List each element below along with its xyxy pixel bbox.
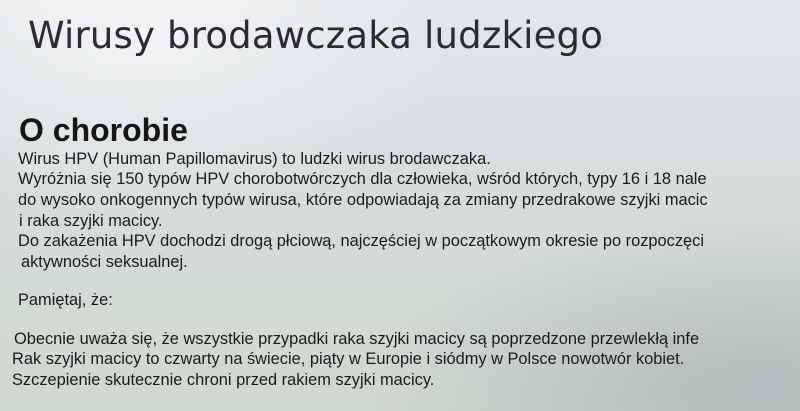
body-line: i raka szyjki macicy. bbox=[19, 212, 163, 230]
body-line: aktywności seksualnej. bbox=[21, 253, 188, 271]
body-line: Rak szyjki macicy to czwarty na świecie, piąty w Europie i siódmy w Polsce nowotwór kobiet. bbox=[12, 350, 685, 368]
reminder-heading: Pamiętaj, że: bbox=[18, 291, 113, 309]
body-line: Szczepienie skutecznie chroni przed rakiem szyjki macicy. bbox=[12, 371, 435, 389]
section-heading: O chorobie bbox=[19, 112, 188, 148]
slide-title: Wirusy brodawczaka ludzkiego bbox=[28, 14, 604, 57]
body-line: do wysoko onkogennych typów wirusa, które odpowiadają za zmiany przedrakowe szyjki macic bbox=[18, 191, 708, 209]
body-line: Wirus HPV (Human Papillomavirus) to ludzki wirus brodawczaka. bbox=[18, 150, 491, 168]
body-line: Obecnie uważa się, że wszystkie przypadki raka szyjki macicy są poprzedzone przewlekłą infe bbox=[14, 330, 700, 348]
body-line: Do zakażenia HPV dochodzi drogą płciową, najczęściej w początkowym okresie po rozpoczęci bbox=[18, 232, 705, 250]
body-line: Wyróżnia się 150 typów HPV chorobotwórczych dla człowieka, wśród których, typy 16 i 18 nale bbox=[18, 170, 707, 188]
